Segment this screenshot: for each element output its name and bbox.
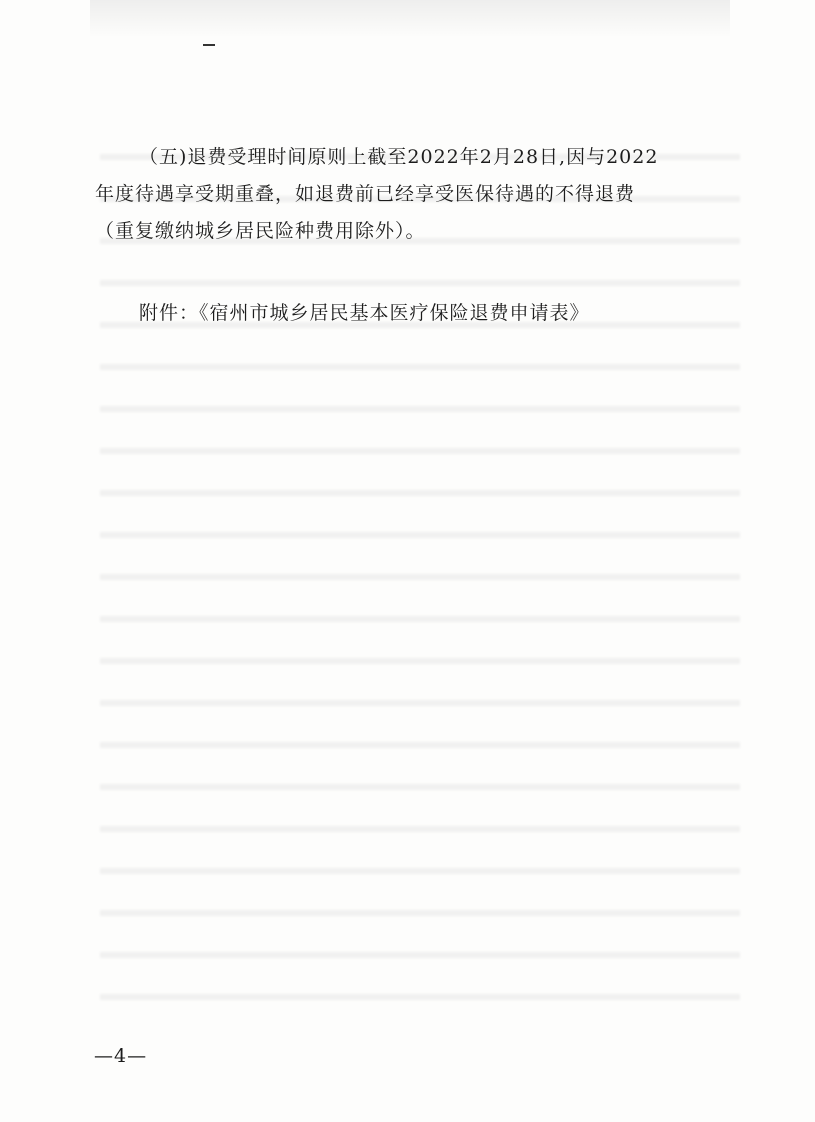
page-number: —4— [94, 1045, 148, 1067]
paragraph-line: 年度待遇享受期重叠，如退费前已经享受医保待遇的不得退费 [95, 183, 636, 205]
bleed-through-texture [100, 130, 740, 1000]
paragraph-line: （五)退费受理时间原则上截至2022年2月28日,因与2022 [139, 146, 659, 168]
attachment-line: 附件：《宿州市城乡居民基本医疗保险退费申请表》 [139, 302, 590, 324]
stray-mark [203, 44, 215, 46]
scan-shadow [90, 0, 730, 38]
paragraph-refund-deadline [95, 139, 705, 250]
attachment-paragraph [95, 295, 705, 332]
paragraph-line: （重复缴纳城乡居民险种费用除外）。 [95, 220, 426, 242]
